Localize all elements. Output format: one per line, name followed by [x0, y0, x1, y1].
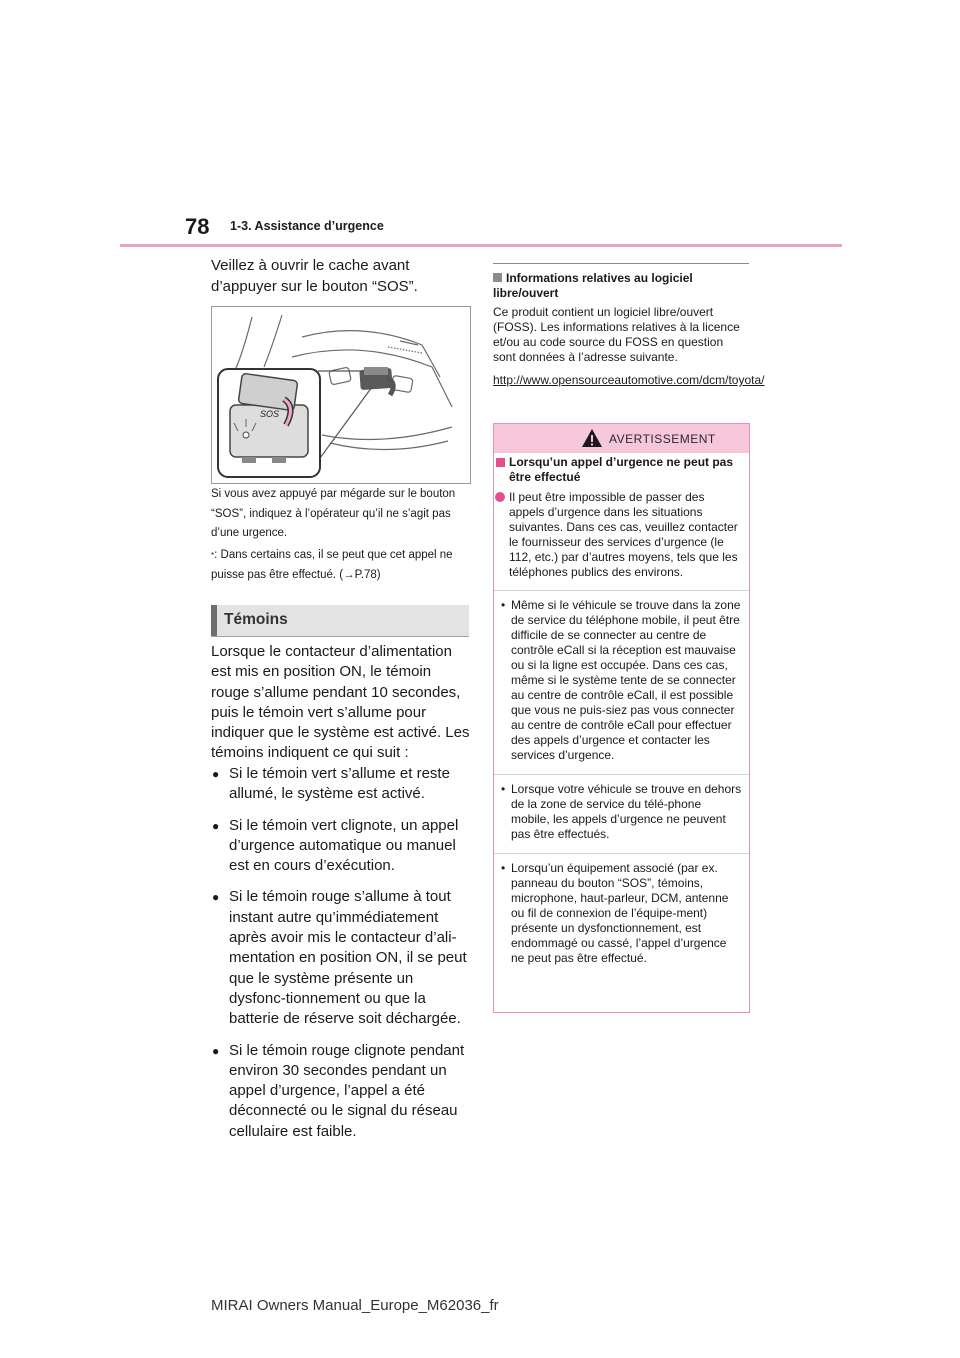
page-reference-link[interactable]: P.78) [354, 568, 381, 581]
warning-title: AVERTISSEMENT [609, 432, 716, 446]
warning-item-1: • Même si le véhicule se trouve dans la zone de service du téléphone mobile, il peut être difficile de se connecter au centre de contrôle eCall si la réception est mauvaise ou si la ligne est occupée. Dans ces cas, même si le système tente de se connecter au centre de contrôle eCall, il est possible que vous ne puis-siez pas vous connecter au centre de contrôle eCall pour effectuer des appels d’urgence et contacter les services d’urgence. [494, 598, 743, 763]
warning-item-2: • Lorsque votre véhicule se trouve en dehors de la zone de service du télé-phone mobile, les appels d’urgence ne peuvent pas être effectués. [494, 782, 743, 842]
warning-header [494, 424, 749, 453]
square-bullet-icon [496, 458, 505, 467]
sos-button-figure [211, 306, 471, 484]
intro-text: Veillez à ouvrir le cache avant d’appuyer sur le bouton “SOS”. [211, 257, 418, 295]
warning-divider [494, 590, 749, 591]
info-heading-text: Informations relatives au logiciel libre/ouvert [493, 271, 693, 300]
page-number: 78 [185, 214, 210, 239]
warning-divider [494, 774, 749, 775]
footer-document-id: MIRAI Owners Manual_Europe_M62036_fr [211, 1297, 499, 1314]
temoins-body: Lorsque le contacteur d’alimentation est mis en position ON, le témoin rouge s’allume pendant 10 secondes, puis le témoin vert s’allume pour indiquer que le système est activé. Les témoins indiquent ce qui suit : [211, 643, 470, 762]
warning-lead [494, 490, 743, 580]
warning-divider [494, 853, 749, 854]
overhead-console-illustration [212, 307, 470, 483]
warning-subheading [494, 455, 743, 485]
bullet-item-4: ● Si le témoin rouge clignote pendant environ 30 secondes pendant un appel d’urgence, l’appel a été déconnecté ou le signal du réseau cellulaire est faible. [211, 1041, 473, 1142]
warning-subheading-text: Lorsqu’un appel d’urgence ne peut pas être effectué [509, 455, 734, 484]
warning-triangle-icon [581, 428, 603, 448]
figure-caption: Si vous avez appuyé par mégarde sur le bouton “SOS”, indiquez à l’opérateur qu’il ne s’agit pas d’une urgence. [211, 488, 456, 539]
warning-content [494, 455, 749, 977]
heading-accent-bar [211, 605, 217, 636]
header-rule [120, 244, 842, 247]
temoins-heading-text: Témoins [224, 611, 288, 628]
foss-url-link[interactable]: http://www.opensourceautomotive.com/dcm/toyota/ [493, 373, 765, 387]
info-heading [493, 271, 743, 301]
temoins-section-heading [211, 605, 469, 636]
heading-underline [211, 636, 469, 637]
bullet-item-3: ● Si le témoin rouge s’allume à tout instant autre qu’immédiatement après avoir mis le contacteur d’ali-mentation en position ON, il se peut que le système présente un dysfonc-tionnement ou que la batterie de réserve soit déchargée. [211, 887, 473, 1029]
dot-bullet-icon [495, 492, 505, 502]
figure-sos-label: SOS [260, 409, 280, 419]
section-title: 1-3. Assistance d’urgence [230, 219, 384, 233]
temoins-bullet-list [211, 764, 473, 1153]
footnote-text: : Dans certains cas, il se peut que cet appel ne puisse pas être effectué. ( [211, 549, 453, 581]
figure-footnote [211, 546, 473, 585]
footnote-marker: * [211, 551, 215, 560]
warning-lead-text: Il peut être impossible de passer des appels d’urgence dans les situations suivantes. Dans ces cas, veuillez contacter le fournisseur des services d’urgence (le 112, etc.) par d’autres moyens, tels que les téléphones publics des environs. [509, 490, 738, 579]
square-bullet-icon [493, 273, 502, 282]
info-body: Ce produit contient un logiciel libre/ouvert (FOSS). Les informations relatives à la licence et/ou au code source du FOSS en question sont données à l’adresse suivante. [493, 305, 740, 364]
arrow-icon: → [343, 568, 355, 581]
warning-item-3: • Lorsqu’un équipement associé (par ex. panneau du bouton “SOS”, témoins, microphone, haut-parleur, DCM, antenne ou fil de connexion de l’équipe-ment) présente un dysfonctionnement, est endommagé ou cassé, l’appel d’urgence ne peut pas être effectué. [494, 861, 743, 966]
bullet-item-1: ● Si le témoin vert s’allume et reste allumé, le système est activé. [211, 764, 473, 805]
warning-box [493, 423, 750, 1013]
info-section-rule [493, 263, 749, 264]
bullet-item-2: ● Si le témoin vert clignote, un appel d’urgence automatique ou manuel est en cours d’exécution. [211, 816, 473, 877]
